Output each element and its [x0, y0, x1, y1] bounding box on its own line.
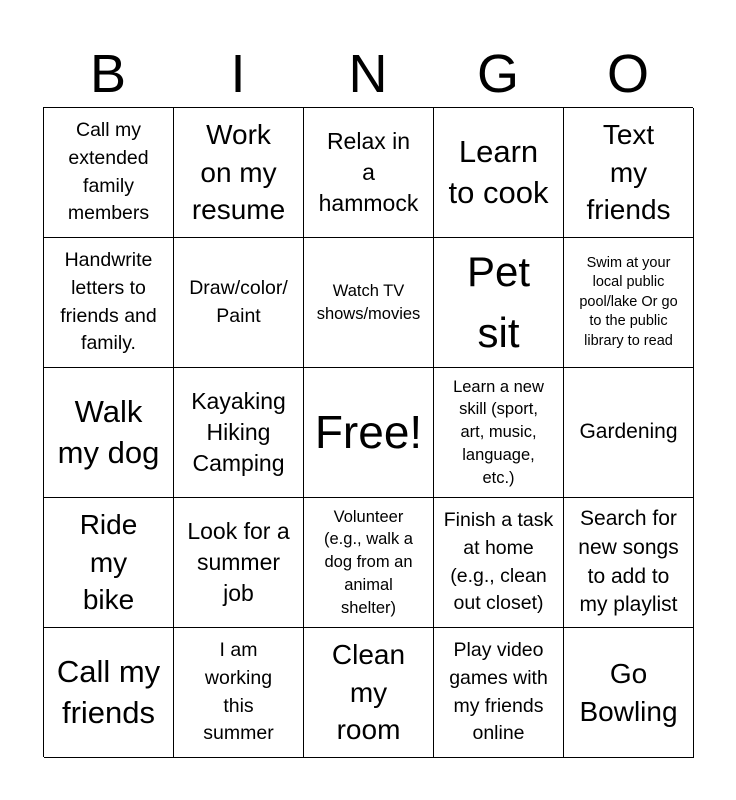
bingo-cell[interactable] — [174, 238, 304, 368]
bingo-cell[interactable] — [304, 108, 434, 238]
bingo-cell[interactable] — [564, 368, 694, 498]
bingo-cell-free[interactable] — [304, 368, 434, 498]
cell-text: Play video games with my friends online — [449, 639, 548, 745]
bingo-cell[interactable] — [434, 628, 564, 758]
bingo-cell[interactable] — [434, 498, 564, 628]
bingo-cell[interactable] — [44, 108, 174, 238]
cell-text: Pet sit — [466, 247, 531, 356]
cell-text: Learn to cook — [448, 133, 549, 210]
bingo-cell[interactable] — [174, 368, 304, 498]
cell-text: Go Bowling — [579, 657, 678, 727]
bingo-cell[interactable] — [174, 628, 304, 758]
cell-text: I am working this summer — [203, 639, 274, 745]
cell-text: Draw/color/ Paint — [189, 276, 288, 327]
cell-text: Search for new songs to add to my playlist — [578, 507, 679, 617]
cell-text: Text my friends — [586, 118, 671, 226]
cell-text: Handwrite letters to friends and family. — [60, 249, 157, 355]
header-letter-b: B — [89, 44, 127, 104]
header-letter-n: N — [348, 44, 388, 104]
cell-text: Free! — [314, 405, 423, 458]
cell-text: Volunteer (e.g., walk a dog from an animal shelter) — [324, 507, 413, 617]
cell-text: Call my extended family members — [67, 119, 150, 225]
cell-text: Ride my bike — [79, 508, 138, 616]
bingo-board — [43, 107, 693, 757]
cell-text: Watch TV shows/movies — [316, 281, 421, 323]
bingo-cell[interactable] — [564, 108, 694, 238]
bingo-cell[interactable] — [44, 368, 174, 498]
bingo-cell[interactable] — [564, 238, 694, 368]
cell-text: Call my friends — [56, 653, 161, 730]
bingo-cell[interactable] — [564, 498, 694, 628]
cell-text: Swim at your local public pool/lake Or go to the public library to read — [579, 254, 678, 349]
header-letter-g: G — [476, 44, 519, 104]
cell-text: Relax in a hammock — [318, 127, 419, 217]
bingo-cell[interactable] — [304, 238, 434, 368]
cell-text: Clean my room — [331, 638, 406, 746]
bingo-cell[interactable] — [44, 628, 174, 758]
cell-text: Walk my dog — [57, 393, 160, 470]
cell-text: Learn a new skill (sport, art, music, language, etc.) — [453, 377, 544, 487]
bingo-cell[interactable] — [304, 628, 434, 758]
cell-text: Kayaking Hiking Camping — [191, 387, 286, 477]
cell-text: Look for a summer job — [187, 517, 290, 607]
bingo-cell[interactable] — [434, 368, 564, 498]
header-letter-i: I — [230, 44, 246, 104]
header-letter-o: O — [606, 44, 649, 104]
bingo-cell[interactable] — [44, 498, 174, 628]
cell-text: Finish a task at home (e.g., clean out closet) — [443, 509, 554, 615]
bingo-cell[interactable] — [174, 498, 304, 628]
bingo-cell[interactable] — [564, 628, 694, 758]
bingo-cell[interactable] — [174, 108, 304, 238]
bingo-header — [43, 42, 693, 106]
bingo-cell[interactable] — [44, 238, 174, 368]
bingo-cell[interactable] — [304, 498, 434, 628]
bingo-cell[interactable] — [434, 238, 564, 368]
cell-text: Work on my resume — [191, 118, 286, 226]
cell-text: Gardening — [579, 420, 678, 444]
bingo-cell[interactable] — [434, 108, 564, 238]
